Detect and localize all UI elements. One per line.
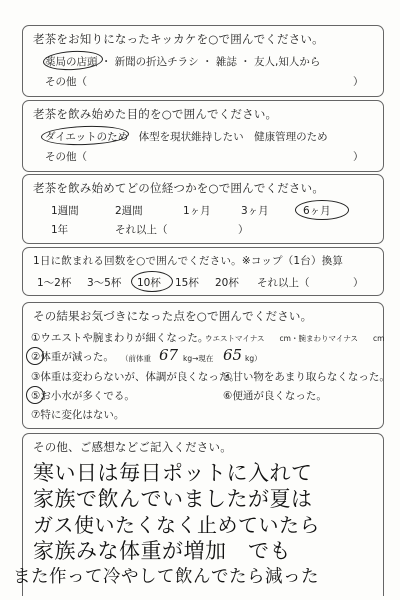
weight-before-value: 67 <box>159 346 179 364</box>
option-15-cups: 15杯 <box>175 277 199 289</box>
options-how-learned: 薬局の店頭 ・ 新聞の折込チラシ ・ 雑誌 ・ 友人,知人から <box>45 56 321 68</box>
option-1-year: 1年 <box>51 224 69 236</box>
option-1-month: 1ヶ月 <box>183 205 211 217</box>
weight-end-label: kg） <box>245 354 262 363</box>
option-more-cups: それ以上（ <box>257 277 310 289</box>
section-daily-cups <box>22 247 384 296</box>
comment-line-4: 家族みな体重が増加 でも <box>33 539 291 563</box>
option-1-2-cups: 1～2杯 <box>37 277 72 289</box>
option-2-weeks: 2週間 <box>115 205 143 217</box>
result-item-7: ⑦特に変化はない。 <box>31 409 125 421</box>
section-how-learned <box>22 25 384 97</box>
selection-circle-10-cups <box>131 271 173 292</box>
option-10-cups: 10杯 <box>137 277 161 289</box>
selection-circle-item-5 <box>26 386 44 404</box>
result-item-4: ④甘い物をあまり取らなくなった。 <box>223 371 390 383</box>
close-paren-how-learned: ） <box>353 76 364 88</box>
result-item-2: ②体重が減った。 <box>31 351 114 363</box>
option-6-months: 6ヶ月 <box>303 205 331 217</box>
question-purpose: 老茶を飲み始めた目的を○で囲んでください。 <box>33 107 278 121</box>
option-1-week: 1週間 <box>51 205 79 217</box>
weight-after-value: 65 <box>223 346 243 364</box>
section-results <box>22 302 390 429</box>
option-20-cups: 20杯 <box>215 277 239 289</box>
question-results: その結果お気づきになった点を○で囲んでください。 <box>33 309 313 323</box>
question-how-learned: 老茶をお知りになったキッカケを○で囲んでください。 <box>33 32 324 46</box>
comment-line-3: ガス使いたくなく止めていたら <box>33 513 320 537</box>
selection-circle-6-months <box>295 200 349 220</box>
question-duration: 老茶を飲み始めてどの位経つかを○で囲んでください。 <box>33 181 325 195</box>
option-3-5-cups: 3～5杯 <box>87 277 122 289</box>
weight-before-label: （前体重 <box>121 354 151 363</box>
result-item-1: ①ウエストや腕まわりが細くなった。 <box>31 332 209 344</box>
section-purpose <box>22 100 384 172</box>
option-more-duration: それ以上（ <box>115 224 168 236</box>
selection-circle-item-2 <box>26 347 44 365</box>
section-duration <box>22 174 384 244</box>
other-label-how-learned: その他（ <box>45 76 87 88</box>
comment-line-1: 寒い日は毎日ポットに入れて <box>33 461 313 485</box>
other-label-purpose: その他（ <box>45 151 87 163</box>
comment-line-5: また作って冷やして飲んでたら減った <box>13 567 319 587</box>
question-daily-cups: 1日に飲まれる回数を○で囲んでください。※コップ（1台）換算 <box>33 255 344 267</box>
result-item-3: ③体重は変わらないが、体調が良くなった。 <box>31 371 240 383</box>
section-comments <box>13 433 384 596</box>
close-paren-purpose: ） <box>353 151 364 163</box>
result-item-6: ⑥便通が良くなった。 <box>223 390 327 402</box>
close-paren-cups: ） <box>353 277 364 289</box>
option-3-months: 3ヶ月 <box>241 205 269 217</box>
question-comments: その他、ご感想などご記入ください。 <box>33 440 232 454</box>
result-item-5: ⑤お小水が多くでる。 <box>31 390 135 402</box>
comment-line-2: 家族で飲んでいましたが夏は <box>33 487 313 511</box>
options-purpose: ダイエットのため 体型を現状維持したい 健康管理のため <box>45 131 328 143</box>
close-paren-duration: ） <box>238 224 249 236</box>
weight-mid-label: kg→現在 <box>183 354 214 363</box>
result-item-1-note: ウエストマイナス cm・腕まわりマイナス cm <box>205 334 385 343</box>
